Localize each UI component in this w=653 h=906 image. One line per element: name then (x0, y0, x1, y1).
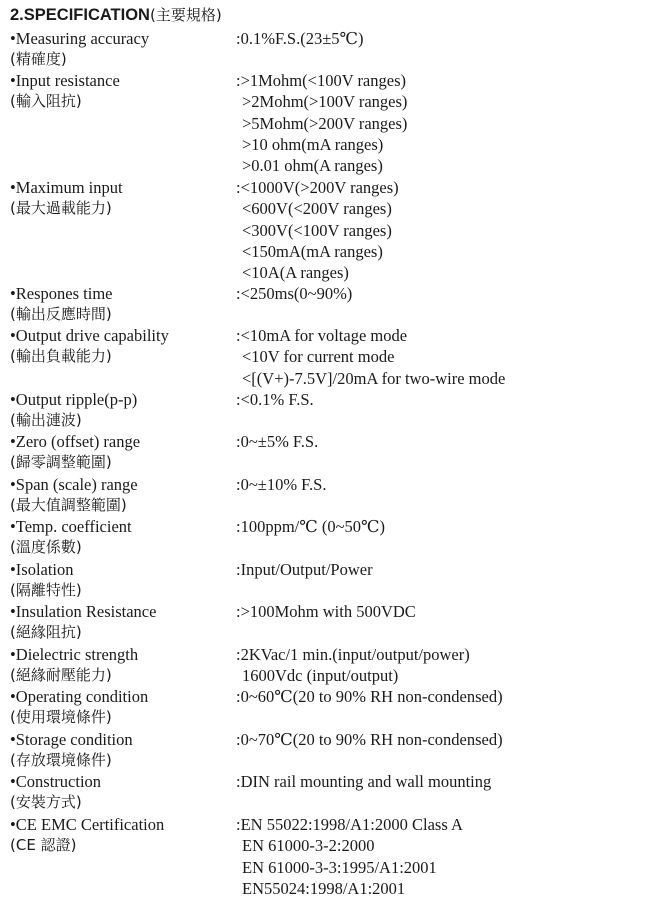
spec-label-zh: (精確度) (10, 50, 67, 69)
spec-value: >10 ohm(mA ranges) (242, 134, 384, 154)
spec-label: •Storage condition (10, 730, 133, 749)
spec-value: <150mA(mA ranges) (242, 241, 383, 261)
spec-value: :0~70℃(20 to 90% RH non-condensed) (236, 730, 503, 749)
spec-label: •CE EMC Certification (10, 815, 165, 834)
spec-value: :EN 55022:1998/A1:2000 Class A (236, 815, 463, 834)
spec-label: •Isolation (10, 560, 74, 579)
spec-label-zh: (隔離特性) (10, 581, 82, 600)
spec-label: •Span (scale) range (10, 475, 138, 494)
spec-label-zh: (輸入阻抗) (10, 92, 82, 111)
spec-label-zh: (絕緣耐壓能力) (10, 666, 112, 685)
spec-value: :DIN rail mounting and wall mounting (236, 772, 492, 791)
spec-label-zh: (安裝方式) (10, 793, 82, 812)
spec-value: :0~±10% F.S. (236, 475, 327, 494)
spec-value: <10A(A ranges) (242, 263, 349, 283)
spec-label-zh: (最大過載能力) (10, 199, 112, 218)
spec-label: •Temp. coefficient (10, 517, 132, 536)
section-subtitle: (主要規格) (149, 6, 222, 24)
spec-value: :<1000V(>200V ranges) (236, 178, 399, 197)
spec-label-zh: (絕緣阻抗) (10, 623, 82, 642)
spec-label: •Construction (10, 772, 102, 791)
spec-value: :0~±5% F.S. (236, 432, 319, 451)
spec-label-zh: (溫度係數) (10, 538, 82, 557)
spec-label: •Operating condition (10, 687, 149, 706)
spec-value: >2Mohm(>100V ranges) (242, 92, 408, 112)
spec-value: 1600Vdc (input/output) (242, 666, 399, 686)
spec-label: •Output drive capability (10, 326, 169, 345)
spec-value: :>100Mohm with 500VDC (236, 602, 416, 621)
spec-value: :0.1%F.S.(23±5℃) (236, 29, 364, 48)
spec-label: •Respones time (10, 284, 113, 303)
spec-value: EN 61000-3-3:1995/A1:2001 (242, 857, 437, 877)
spec-label: •Maximum input (10, 178, 123, 197)
spec-label-zh: (輸出負載能力) (10, 347, 112, 366)
spec-label: •Dielectric strength (10, 645, 139, 664)
spec-label-zh: (存放環境條件) (10, 751, 112, 770)
spec-label: •Input resistance (10, 71, 120, 90)
spec-value: <600V(<200V ranges) (242, 199, 392, 219)
spec-label: •Measuring accuracy (10, 29, 150, 48)
spec-value: :>1Mohm(<100V ranges) (236, 71, 406, 90)
spec-label-zh: (CE 認證) (10, 836, 77, 855)
spec-value: <300V(<100V ranges) (242, 220, 392, 240)
spec-label: •Zero (offset) range (10, 432, 141, 451)
spec-label-zh: (歸零調整範圍) (10, 453, 112, 472)
spec-value: :<250ms(0~90%) (236, 284, 353, 303)
spec-value: :2KVac/1 min.(input/output/power) (236, 645, 470, 664)
spec-label: •Output ripple(p-p) (10, 390, 138, 409)
spec-value: >5Mohm(>200V ranges) (242, 113, 408, 133)
spec-value: <10V for current mode (242, 347, 395, 367)
spec-value: >0.01 ohm(A ranges) (242, 156, 383, 176)
spec-value: <[(V+)-7.5V]/20mA for two-wire mode (242, 368, 506, 388)
spec-label-zh: (輸出反應時間) (10, 305, 112, 324)
spec-value: :<10mA for voltage mode (236, 326, 408, 345)
spec-label-zh: (使用環境條件) (10, 708, 112, 727)
spec-value: :100ppm/℃ (0~50℃) (236, 517, 385, 536)
spec-value: :Input/Output/Power (236, 560, 373, 579)
spec-value: EN55024:1998/A1:2001 (242, 878, 406, 898)
spec-value: :<0.1% F.S. (236, 390, 314, 409)
spec-value: :0~60℃(20 to 90% RH non-condensed) (236, 687, 503, 706)
spec-label: •Insulation Resistance (10, 602, 157, 621)
spec-label-zh: (最大值調整範圍) (10, 496, 127, 515)
section-title: 2.SPECIFICATION (10, 6, 150, 24)
spec-value: EN 61000-3-2:2000 (242, 836, 375, 856)
spec-label-zh: (輸出漣波) (10, 411, 82, 430)
